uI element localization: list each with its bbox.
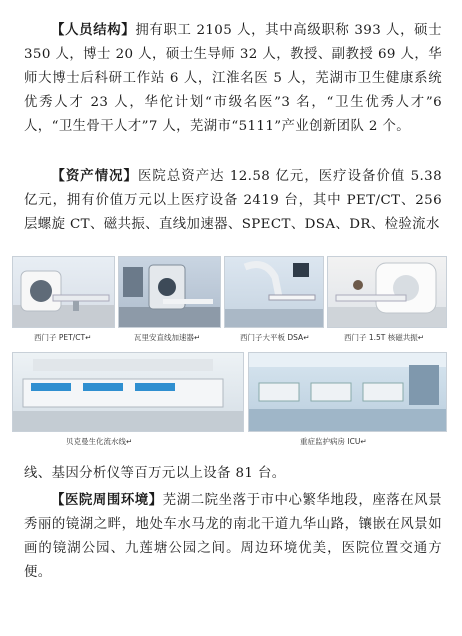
linear-accelerator-photo: [118, 256, 221, 328]
assets-text-cont: 线、基因分析仪等百万元以上设备 81 台。: [24, 466, 286, 481]
pet-ct-caption: 西门子 PET/CT↵: [34, 333, 92, 342]
staff-text: 拥有职工 2105 人，其中高级职称 393 人，硕士 350 人，博士 20 人，硕士生导师 32 人，教授、副教授 69 人，华师大博士后科研工作站 6 人，江淮名医 5 人，芜湖市卫生健康系统优秀人才 23 人，华佗计划“市级名医”3 名，“卫生优秀人才”6 人，“卫生骨干人才”7 人，芜湖市“5111”产业创新团队 2 个。: [24, 23, 442, 134]
pet-ct-photo: [12, 256, 115, 328]
assets-text: 医院总资产达 12.58 亿元，医疗设备价值 5.38 亿元，拥有价值万元以上医疗设备 2419 台，其中 PET/CT、256 层螺旋 CT、磁共振、直线加速器、SPECT、DSA、DR、检验流水: [24, 169, 443, 232]
icu-caption: 重症监护病房 ICU↵: [300, 437, 367, 446]
environment-paragraph: [24, 488, 442, 585]
dsa-photo: [224, 256, 324, 328]
env-label: 【医院周围环境】: [50, 492, 163, 508]
assets-continued: [24, 462, 442, 486]
staff-label: 【人员结构】: [50, 22, 136, 38]
mri-photo: [327, 256, 447, 328]
assets-paragraph: [24, 164, 442, 237]
biochem-caption: 贝克曼生化流水线↵: [66, 437, 133, 446]
staff-paragraph: [24, 18, 442, 139]
icu-photo: [248, 352, 447, 432]
assets-label: 【资产情况】: [50, 168, 138, 184]
biochem-line-photo: [12, 352, 244, 432]
env-text: 芜湖二院坐落于市中心繁华地段，座落在风景秀丽的镜湖之畔，地处车水马龙的南北干道九华山路，镶嵌在风景如画的镜湖公园、九莲塘公园之间。周边环境优美，医院位置交通方便。: [24, 493, 442, 580]
linac-caption: 瓦里安直线加速器↵: [134, 333, 201, 342]
dsa-caption: 西门子大平板 DSA↵: [240, 333, 310, 342]
mri-caption: 西门子 1.5T 核磁共振↵: [344, 333, 425, 342]
